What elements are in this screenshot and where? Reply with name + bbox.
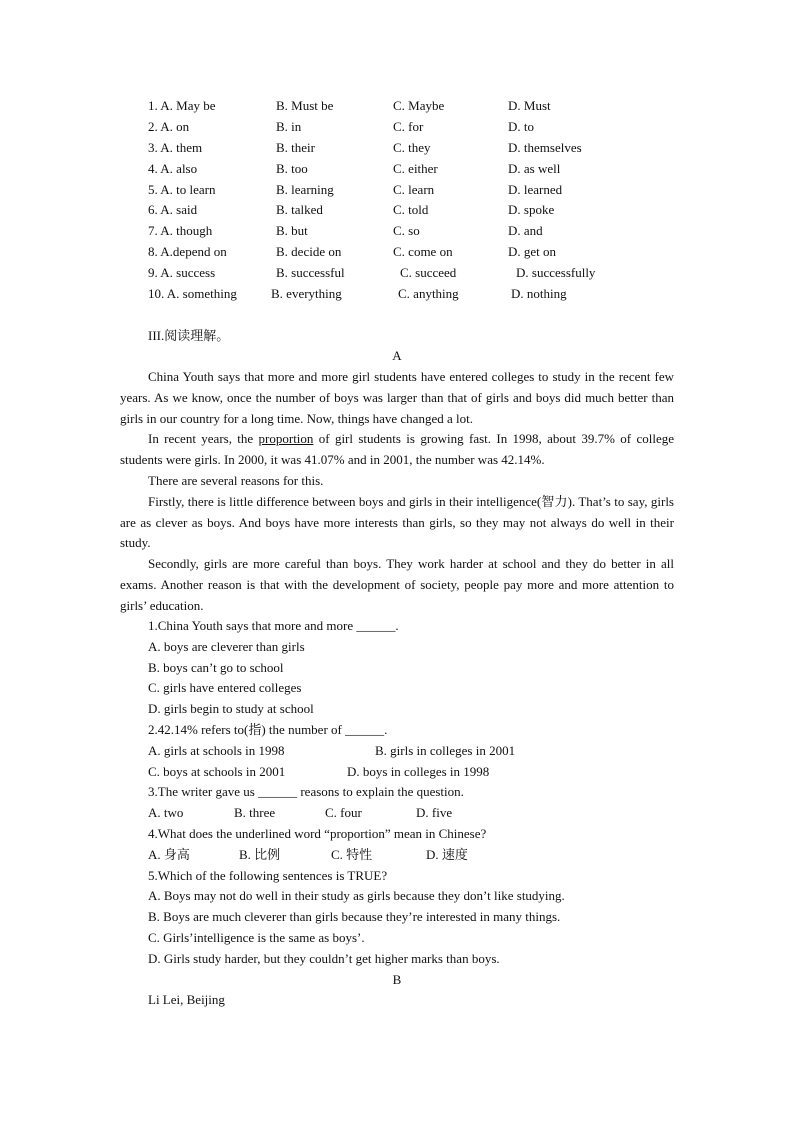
option-c: C. anything — [398, 286, 459, 302]
option-row — [148, 200, 668, 221]
choice-row: A. two B. three C. four D. five — [148, 805, 453, 821]
paragraph: Firstly, there is little difference between boys and girls in their intelligence(智力). That’s to say, girls are as clever as boys. And boys have more interests than girls, so they may not always do well in their study. — [120, 493, 674, 551]
option-row — [148, 221, 668, 242]
paragraph: There are several reasons for this. — [148, 472, 324, 488]
option-row — [148, 263, 668, 284]
option-b: B. talked — [276, 202, 323, 218]
option-b: B. decide on — [276, 244, 342, 260]
option-a: 2. A. on — [148, 118, 190, 134]
option-d: D. to — [508, 118, 534, 134]
option-d: D. and — [508, 223, 543, 239]
option-a: 8. A.depend on — [148, 244, 227, 260]
paragraph: Secondly, girls are more careful than boys. They work harder at school and they do better in all exams. Another reason is that with the development of society, people pay more and more attention to girls’ education. — [120, 556, 674, 613]
underlined-word: proportion — [258, 431, 314, 447]
option-b: B. everything — [271, 286, 342, 302]
text: of girl students is growing fast. In 1998, about 39.7% of college students were girls. In 2000, it was 41.07% and in 2001, the number was 42.14%. — [120, 431, 674, 468]
option-d: D. get on — [508, 244, 557, 260]
option-d: D. spoke — [508, 202, 555, 218]
choice: C. girls have entered colleges — [148, 680, 302, 696]
choice: B. boys can’t go to school — [148, 659, 284, 675]
option-row — [148, 159, 668, 180]
option-a: 3. A. them — [148, 139, 203, 155]
option-a: 7. A. though — [148, 223, 213, 239]
option-c: C. learn — [393, 181, 435, 197]
option-c: C. they — [393, 139, 431, 155]
passage-b-letter: B — [392, 972, 402, 987]
option-row — [148, 96, 668, 117]
option-b: B. Must be — [276, 98, 334, 113]
question-stem: 5.Which of the following sentences is TRUE? — [148, 867, 388, 883]
option-b: B. their — [276, 139, 315, 155]
option-b: B. too — [276, 160, 308, 176]
option-b: B. learning — [276, 181, 334, 197]
option-a: 5. A. to learn — [148, 181, 216, 197]
paragraph: China Youth says that more and more girl students have entered colleges to study in the recent few years. As we know, once the number of boys was larger than that of girls and boys did much better than girls in our country for a long time. Now, things have changed a lot. — [120, 369, 674, 426]
choice-row: A. 身高 B. 比例 C. 特性 D. 速度 — [148, 846, 468, 862]
choice-row: C. boys at schools in 2001 D. boys in colleges in 1998 — [148, 763, 490, 779]
option-c: C. either — [393, 160, 438, 176]
question-stem: 3.The writer gave us ______ reasons to explain the question. — [148, 784, 464, 800]
question-stem: 2.42.14% refers to(指) the number of ______. — [148, 721, 388, 737]
letter-sender: Li Lei, Beijing — [148, 992, 225, 1007]
option-row — [148, 180, 668, 201]
option-row — [148, 117, 668, 138]
option-a: 6. A. said — [148, 202, 198, 218]
option-c: C. succeed — [400, 265, 457, 281]
question-stem: 1.China Youth says that more and more ______. — [148, 618, 399, 633]
option-row — [148, 242, 668, 263]
option-d: D. learned — [508, 181, 563, 197]
choice-row: A. girls at schools in 1998 B. girls in colleges in 2001 — [148, 742, 516, 758]
option-c: C. told — [393, 202, 429, 218]
option-a: 4. A. also — [148, 160, 198, 176]
section-title: III.阅读理解。 — [148, 328, 230, 343]
option-d: D. nothing — [511, 286, 567, 302]
passage-a — [120, 367, 674, 617]
option-a: 10. A. something — [148, 286, 237, 302]
choice: D. girls begin to study at school — [148, 701, 314, 717]
option-c: C. come on — [393, 244, 453, 260]
passage-a-letter: A — [392, 348, 402, 363]
option-a: 9. A. success — [148, 265, 216, 281]
choice: A. Boys may not do well in their study as girls because they don’t like studying. — [148, 888, 565, 904]
option-row — [148, 284, 668, 305]
text: In recent years, the — [148, 431, 259, 447]
option-b: B. but — [276, 223, 308, 239]
question-stem: 4.What does the underlined word “proportion” mean in Chinese? — [148, 825, 487, 841]
option-d: D. themselves — [508, 139, 582, 155]
option-c: C. for — [393, 118, 424, 134]
option-b: B. in — [276, 118, 302, 134]
questions — [148, 616, 688, 970]
option-d: D. successfully — [516, 265, 596, 281]
option-d: D. as well — [508, 160, 561, 176]
option-d: D. Must — [508, 98, 551, 113]
cloze-options — [148, 96, 668, 305]
choice: A. boys are cleverer than girls — [148, 638, 305, 654]
option-row — [148, 138, 668, 159]
option-c: C. so — [393, 223, 420, 239]
choice: D. Girls study harder, but they couldn’t get higher marks than boys. — [148, 950, 500, 966]
choice: B. Boys are much cleverer than girls because they’re interested in many things. — [148, 909, 561, 925]
option-b: B. successful — [276, 265, 345, 281]
paragraph — [120, 429, 674, 471]
choice: C. Girls’intelligence is the same as boys’. — [148, 929, 365, 945]
option-a: 1. A. May be — [148, 98, 216, 113]
option-c: C. Maybe — [393, 98, 445, 113]
